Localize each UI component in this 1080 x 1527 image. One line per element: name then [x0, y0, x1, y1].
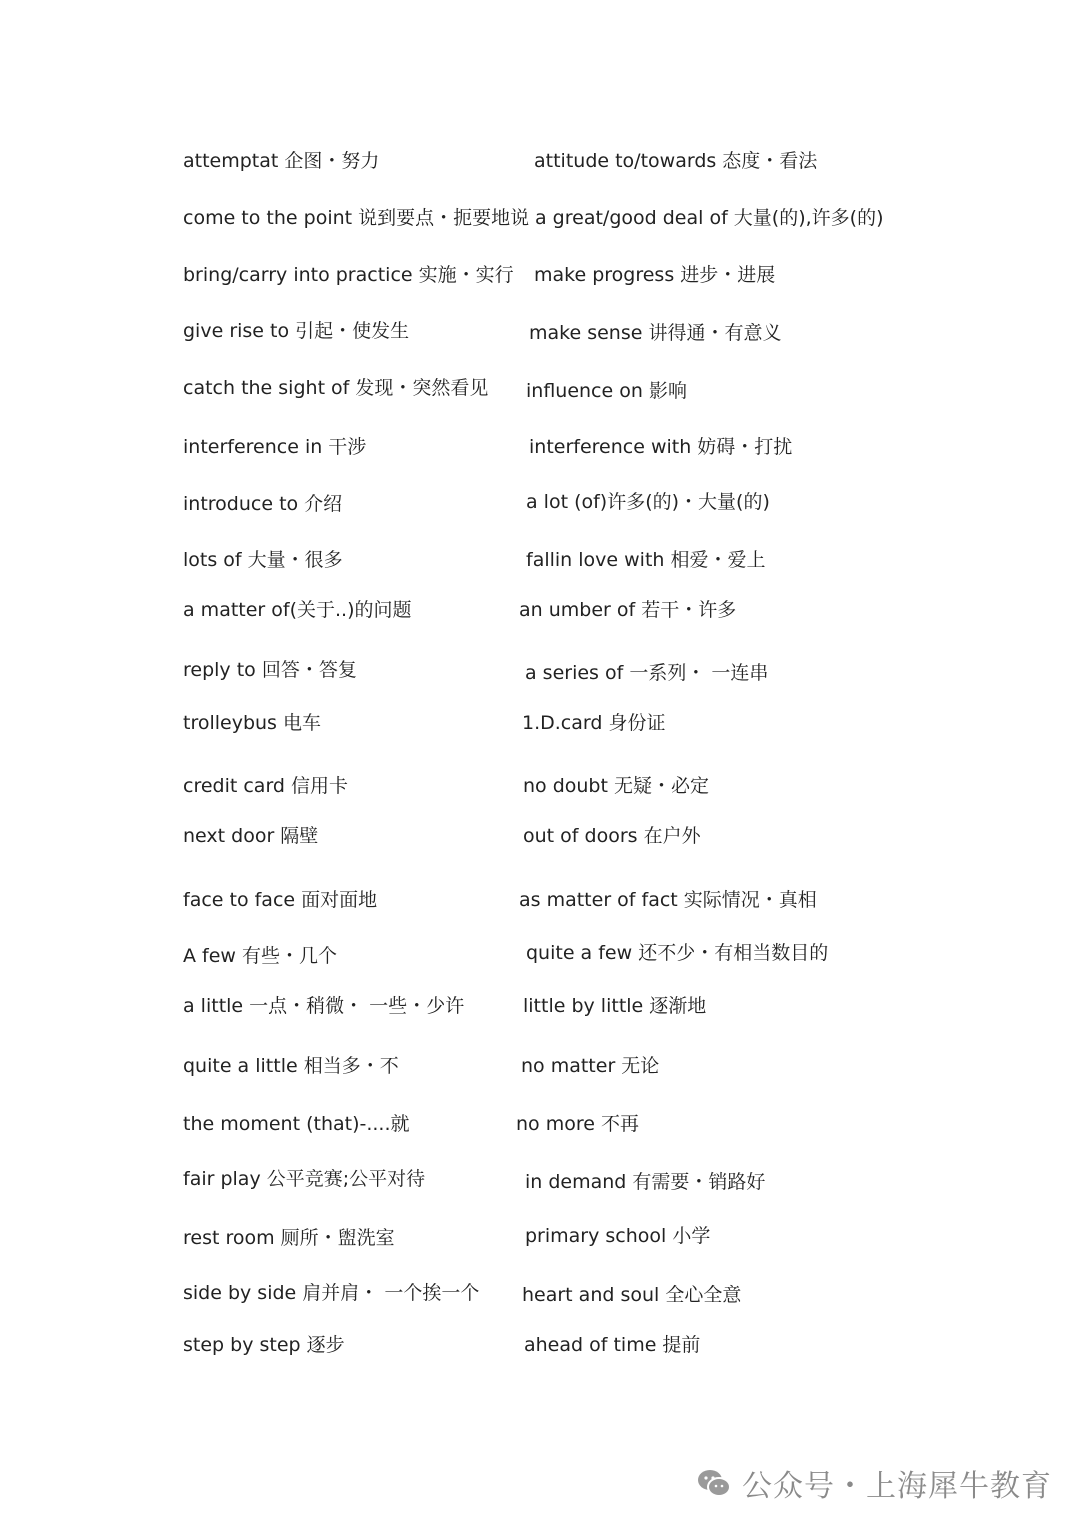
- left-entry-21: side by side 肩并肩・ 一个挨一个: [183, 1282, 480, 1304]
- right-entry-8: fallin love with 相爱・爱上: [526, 549, 766, 571]
- left-entry-5: catch the sight of 发现・突然看见: [183, 377, 489, 399]
- left-entry-7: introduce to 介绍: [183, 493, 343, 515]
- left-entry-20: rest room 厕所・盥洗室: [183, 1227, 395, 1249]
- right-entry-9: an umber of 若干・许多: [519, 599, 737, 621]
- wechat-icon: [696, 1468, 732, 1498]
- right-entry-15: quite a few 还不少・有相当数目的: [526, 942, 829, 964]
- right-entry-2: a great/good deal of 大量(的),许多(的): [535, 207, 884, 229]
- right-entry-19: in demand 有需要・销路好: [525, 1171, 766, 1193]
- right-entry-12: no doubt 无疑・必定: [523, 775, 709, 797]
- right-entry-1: attitude to/towards 态度・看法: [534, 150, 818, 172]
- left-entry-4: give rise to 引起・使发生: [183, 320, 410, 342]
- left-entry-14: face to face 面对面地: [183, 889, 378, 911]
- left-entry-9: a matter of(关于..)的问题: [183, 599, 412, 621]
- left-entry-11: trolleybus 电车: [183, 712, 322, 734]
- left-entry-18: the moment (that)-....就: [183, 1113, 410, 1135]
- left-entry-16: a little 一点・稍微・ 一些・少许: [183, 995, 465, 1017]
- left-entry-1: attemptat 企图・努力: [183, 150, 380, 172]
- left-entry-8: lots of 大量・很多: [183, 549, 343, 571]
- right-entry-6: interference with 妨碍・打扰: [529, 436, 793, 458]
- watermark: [696, 1458, 1052, 1508]
- right-entry-18: no more 不再: [516, 1113, 639, 1135]
- right-entry-22: ahead of time 提前: [524, 1334, 701, 1356]
- right-entry-10: a series of 一系列・ 一连串: [525, 662, 769, 684]
- right-entry-21: heart and soul 全心全意: [522, 1284, 742, 1306]
- left-entry-12: credit card 信用卡: [183, 775, 349, 797]
- right-entry-11: 1.D.card 身份证: [522, 712, 666, 734]
- right-entry-5: influence on 影响: [526, 380, 687, 402]
- right-entry-20: primary school 小学: [525, 1225, 711, 1247]
- left-entry-3: bring/carry into practice 实施・实行: [183, 264, 514, 286]
- right-entry-7: a lot (of)许多(的)・大量(的): [526, 491, 770, 513]
- right-entry-17: no matter 无论: [521, 1055, 660, 1077]
- left-entry-10: reply to 回答・答复: [183, 659, 357, 681]
- right-entry-3: make progress 进步・进展: [534, 264, 776, 286]
- left-entry-17: quite a little 相当多・不: [183, 1055, 399, 1077]
- left-entry-2: come to the point 说到要点・扼要地说: [183, 207, 530, 229]
- right-entry-16: little by little 逐渐地: [523, 995, 707, 1017]
- left-entry-22: step by step 逐步: [183, 1334, 345, 1356]
- right-entry-4: make sense 讲得通・有意义: [529, 322, 782, 344]
- left-entry-6: interference in 干涉: [183, 436, 367, 458]
- left-entry-13: next door 隔壁: [183, 825, 319, 847]
- right-entry-14: as matter of fact 实际情况・真相: [519, 889, 817, 911]
- left-entry-15: A few 有些・几个: [183, 945, 337, 967]
- watermark-text: 公众号・上海犀牛教育: [742, 1469, 1052, 1504]
- right-entry-13: out of doors 在户外: [523, 825, 701, 847]
- left-entry-19: fair play 公平竞赛;公平对待: [183, 1168, 426, 1190]
